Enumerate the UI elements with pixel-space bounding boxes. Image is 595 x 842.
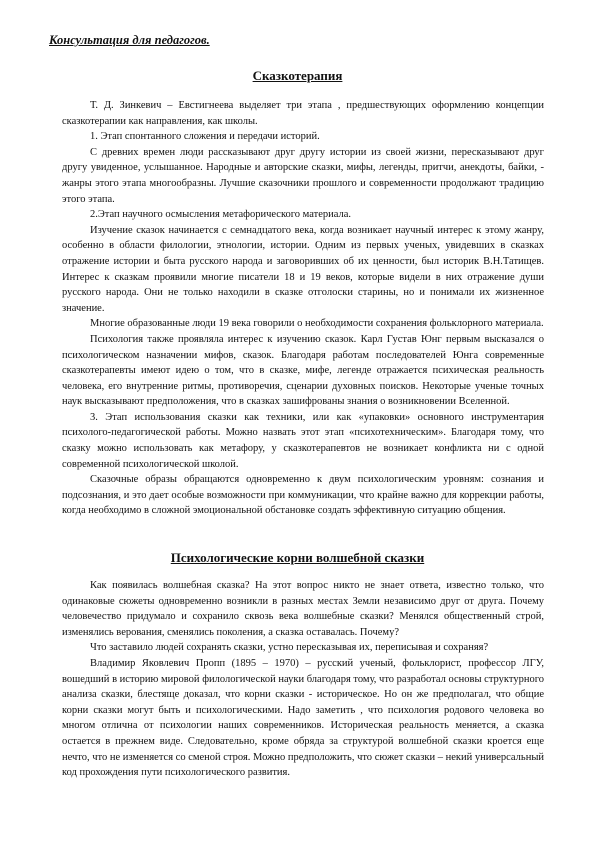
paragraph: Т. Д. Зинкевич – Евстигнеева выделяет три этапа , предшествующих оформлению концепции сказкотерапии как направления, как школы.: [62, 100, 544, 127]
section2-body: [62, 578, 544, 781]
consultation-heading: Консультация для педагогов.: [49, 33, 210, 47]
paragraph: Многие образованные люди 19 века говорили о необходимости сохранения фольклорного материала.: [90, 318, 544, 330]
paragraph: Что заставило людей сохранять сказки, устно пересказывая их, переписывая и сохраняя?: [90, 642, 489, 654]
section-title-psychological-roots: Психологические корни волшебной сказки: [170, 550, 425, 565]
paragraph: Сказочные образы обращаются одновременно к двум психологическим уровням: сознания и подсознания, и это дает особые возможности при коммуникации, что крайне важно для коррекции работы, когда необходимо в сложной эмоциональной обстановке создать эффективную ситуацию общения.: [62, 474, 544, 517]
paragraph: 3. Этап использования сказки как техники, или как «упаковки» основного инструментария психолого-педагогической работы. Можно назвать этот этап «психотехническим». Благодаря тому, что сказку можно использовать как метафору, у сказкотерапевтов не возникает конфликта ни с одной современной психологической школой.: [62, 411, 544, 470]
paragraph: 1. Этап спонтанного сложения и передачи историй.: [90, 131, 320, 143]
section1-body: [62, 98, 544, 519]
paragraph: 2.Этап научного осмысления метафорического материала.: [90, 209, 352, 221]
paragraph: С древних времен люди рассказывают друг другу истории из своей жизни, пересказывают друг другу увиденное, услышанное. Народные и авторские сказки, мифы, легенды, притчи, анекдоты, байки, - жанры этого этапа многообразны. Лучшие сказочники прошлого и современности продолжают традицию этого этапа.: [62, 146, 544, 205]
section-title-fairytale-therapy: Сказкотерапия: [252, 68, 343, 83]
paragraph: Изучение сказок начинается с семнадцатого века, когда возникает научный интерес к этому жанру, особенно в области филологии, этнологии, истории. Одним из первых ученых, увидевших в сказках отражение истории и быта русского народа и заговоривших об их ценности, был историк В.Н.Татищев. Интерес к сказкам проявили многие писатели 18 и 19 веков, которые видели в них отражение души русского народа. Они не только находили в сказке отголоски старины, но и понимали их жизненное значение.: [62, 224, 544, 314]
paragraph: Владимир Яковлевич Пропп (1895 – 1970) – русский ученый, фольклорист, профессор ЛГУ, вошедший в историю мировой филологической науки благодаря тому, что разработал основы структурного анализа сказки, блестяще доказал, что корни сказки - историческое. Но он же предполагал, что общие корни сказки могут быть и психологическими. Надо заметить , что психология родового человека во многом отлична от психологии наших современников. Историческая реальность меняется, а сказка остается в прежнем виде. Следовательно, кроме обряда за структурой волшебной сказки кроется еще нечто, что не изменяется со сменой строя. Можно предположить, что сюжет сказки – некий универсальный код прохождения пути психологического развития.: [62, 657, 544, 779]
paragraph: Психология также проявляла интерес к изучению сказок. Карл Густав Юнг первым высказался о психологическом назначении мифов, сказок. Благодаря работам последователей Юнга современные сказкотерапевты имеют идею о том, что в сказке, мифе, легенде отражается психическая реальность человека, его внутренние ритмы, противоречия, сценарии духовных поисков. Некоторые ученые точных наук высказывают предположения, что в сказках зашифрованы знания о возникновении Вселенной.: [62, 333, 544, 408]
paragraph: Как появилась волшебная сказка? На этот вопрос никто не знает ответа, известно только, что одинаковые сюжеты одновременно возникли в разных местах Земли независимо друг от друга. Почему человечество придумало и сохранило сквозь века волшебные сказки? Менялся общественный строй, изменялись верования, сменялись поколения, а сказка оставалась. Почему?: [62, 580, 544, 638]
